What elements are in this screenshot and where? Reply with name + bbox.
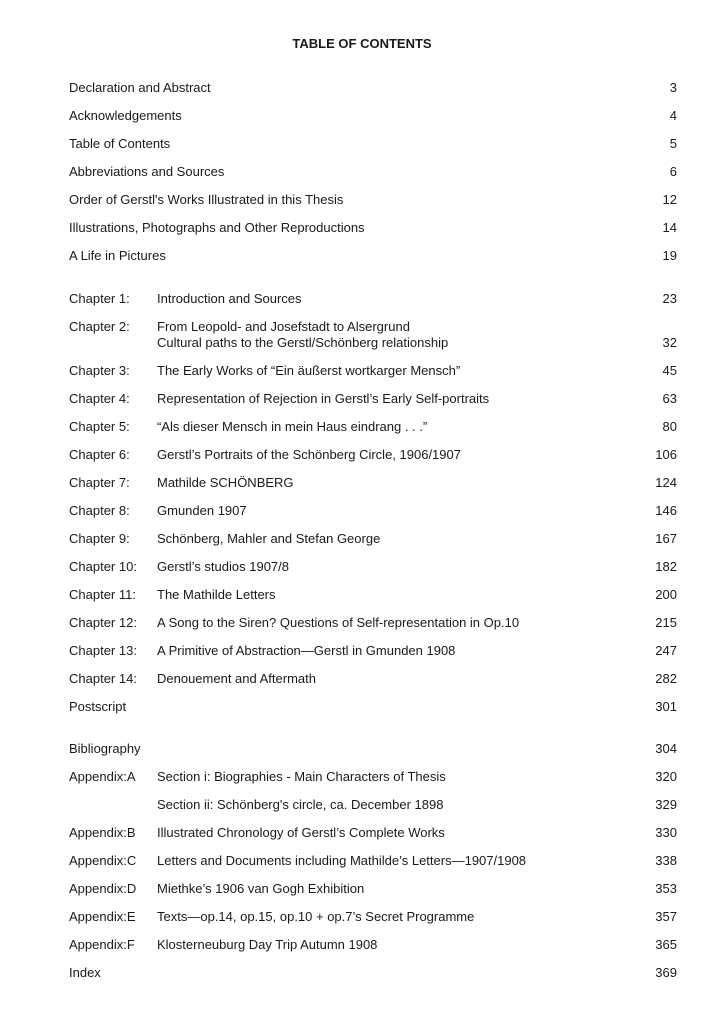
entry-page-number: 357 [655, 909, 677, 924]
entry-page-number: 167 [655, 531, 677, 546]
chapter-label: Chapter 13: [69, 643, 137, 658]
entry-title: “Als dieser Mensch in mein Haus eindrang . . .” [157, 419, 428, 434]
entry-title: From Leopold- and Josefstadt to Alsergrund [157, 319, 410, 334]
entry-page-number: 200 [655, 587, 677, 602]
entry-title: A Primitive of Abstraction—Gerstl in Gmunden 1908 [157, 643, 456, 658]
entry-title: The Early Works of “Ein äußerst wortkarger Mensch” [157, 363, 461, 378]
entry-page-number: 282 [655, 671, 677, 686]
chapter-label: Chapter 12: [69, 615, 137, 630]
entry-page-number: 304 [655, 741, 677, 756]
entry-title: Letters and Documents including Mathilde’s Letters—1907/1908 [157, 853, 527, 868]
entry-title: Representation of Rejection in Gerstl’s Early Self-portraits [157, 391, 490, 406]
entry-page-number: 182 [655, 559, 677, 574]
entry-page-number: 6 [669, 164, 677, 179]
entry-page-number: 329 [655, 797, 677, 812]
chapter-label: Chapter 10: [69, 559, 137, 574]
entry-page-number: 215 [655, 615, 677, 630]
entry-title: Schönberg, Mahler and Stefan George [157, 531, 381, 546]
entry-label: Bibliography [69, 741, 141, 756]
chapter-label: Chapter 14: [69, 671, 137, 686]
entry-title: Miethke’s 1906 van Gogh Exhibition [157, 881, 365, 896]
entry-title: Illustrated Chronology of Gerstl’s Complete Works [157, 825, 445, 840]
entry-page-number: 353 [655, 881, 677, 896]
entry-page-number: 23 [662, 291, 677, 306]
entry-label: Appendix:E [69, 909, 136, 924]
entry-page-number: 19 [662, 248, 677, 263]
entry-title: Declaration and Abstract [69, 80, 211, 95]
chapter-label: Chapter 7: [69, 475, 130, 490]
entry-label: Index [69, 965, 101, 980]
entry-subtitle: Cultural paths to the Gerstl/Schönberg relationship [157, 335, 449, 350]
chapter-label: Postscript [69, 699, 127, 714]
chapter-label: Chapter 1: [69, 291, 130, 306]
entry-page-number: 338 [655, 853, 677, 868]
entry-label: Appendix:D [69, 881, 137, 896]
entry-label: Appendix:A [69, 769, 136, 784]
entry-title: The Mathilde Letters [157, 587, 276, 602]
entry-page-number: 146 [655, 503, 677, 518]
entry-page-number: 32 [662, 335, 677, 350]
entry-title: Abbreviations and Sources [69, 164, 225, 179]
chapter-label: Chapter 6: [69, 447, 130, 462]
entry-title: Klosterneuburg Day Trip Autumn 1908 [157, 937, 378, 952]
entry-page-number: 330 [655, 825, 677, 840]
entry-label: Appendix:F [69, 937, 135, 952]
entry-title: Introduction and Sources [157, 291, 302, 306]
entry-page-number: 3 [669, 80, 677, 95]
entry-title: Texts—op.14, op.15, op.10 + op.7’s Secret Programme [157, 909, 475, 924]
entry-title: A Life in Pictures [69, 248, 166, 263]
entry-label: Appendix:C [69, 853, 137, 868]
chapter-label: Chapter 9: [69, 531, 130, 546]
chapter-label: Chapter 8: [69, 503, 130, 518]
entry-page-number: 12 [662, 192, 677, 207]
entry-page-number: 63 [662, 391, 677, 406]
entry-page-number: 369 [655, 965, 677, 980]
entry-title: Gerstl’s studios 1907/8 [157, 559, 289, 574]
entry-page-number: 14 [662, 220, 677, 235]
entry-page-number: 365 [655, 937, 677, 952]
entry-label: Appendix:B [69, 825, 136, 840]
entry-title: Section i: Biographies - Main Characters of Thesis [157, 769, 446, 784]
entry-page-number: 320 [655, 769, 677, 784]
entry-page-number: 124 [655, 475, 677, 490]
entry-title: Section ii: Schönberg's circle, ca. December 1898 [157, 797, 444, 812]
entry-page-number: 301 [655, 699, 677, 714]
entry-title: A Song to the Siren? Questions of Self-representation in Op.10 [157, 615, 520, 630]
entry-title: Acknowledgements [69, 108, 182, 123]
entry-page-number: 106 [655, 447, 677, 462]
entry-page-number: 4 [669, 108, 677, 123]
entry-page-number: 5 [669, 136, 677, 151]
page-title: TABLE OF CONTENTS [292, 36, 432, 51]
entry-page-number: 247 [655, 643, 677, 658]
entry-page-number: 45 [662, 363, 677, 378]
entry-title: Illustrations, Photographs and Other Reproductions [69, 220, 365, 235]
entry-page-number: 80 [662, 419, 677, 434]
chapter-label: Chapter 5: [69, 419, 130, 434]
chapter-label: Chapter 3: [69, 363, 130, 378]
entry-title: Mathilde SCHÖNBERG [157, 475, 294, 490]
entry-title: Denouement and Aftermath [157, 671, 316, 686]
entry-title: Table of Contents [69, 136, 171, 151]
entry-title: Gmunden 1907 [157, 503, 247, 518]
entry-title: Gerstl’s Portraits of the Schönberg Circle, 1906/1907 [157, 447, 461, 462]
chapter-label: Chapter 4: [69, 391, 130, 406]
chapter-label: Chapter 2: [69, 319, 130, 334]
entry-title: Order of Gerstl's Works Illustrated in this Thesis [69, 192, 344, 207]
chapter-label: Chapter 11: [69, 587, 136, 602]
